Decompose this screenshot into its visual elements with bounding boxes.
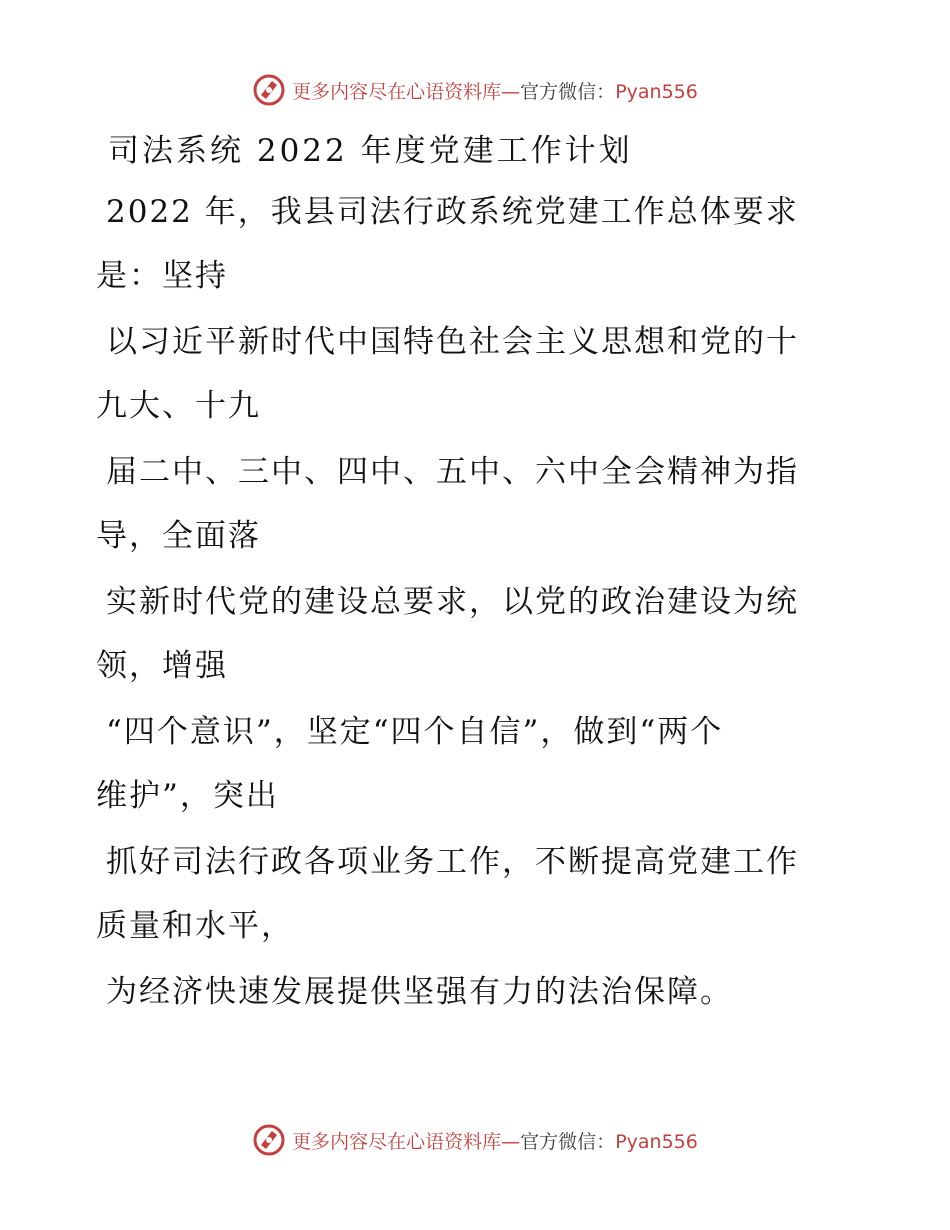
watermark-footer: [0, 1120, 950, 1160]
watermark-text: 更多内容尽在心语资料库—官方微信：Pyan556: [292, 1130, 698, 1153]
paragraph: 为经济快速发展提供坚强有力的法治保障。: [106, 974, 733, 1010]
paragraph: “四个意识”，坚定“四个自信”，做到“两个 维护”，突出: [96, 714, 724, 814]
watermark-header: [0, 70, 950, 110]
paragraph: 2022 年，我县司法行政系统党建工作总体要求 是：坚持: [96, 194, 799, 294]
paragraph: 届二中、三中、四中、五中、六中全会精神为指 导，全面落: [96, 454, 799, 554]
paragraph: 以习近平新时代中国特色社会主义思想和党的十 九大、十九: [96, 324, 799, 424]
paragraph: 抓好司法行政各项业务工作，不断提高党建工作 质量和水平，: [96, 844, 799, 944]
logo-icon: [252, 1123, 286, 1157]
logo-icon: [252, 73, 286, 107]
paragraph: 实新时代党的建设总要求，以党的政治建设为统 领，增强: [96, 584, 799, 684]
document-body: [96, 120, 836, 1024]
watermark-text: 更多内容尽在心语资料库—官方微信：Pyan556: [292, 80, 698, 103]
document-title: 司法系统 2022 年度党建工作计划: [108, 133, 633, 169]
